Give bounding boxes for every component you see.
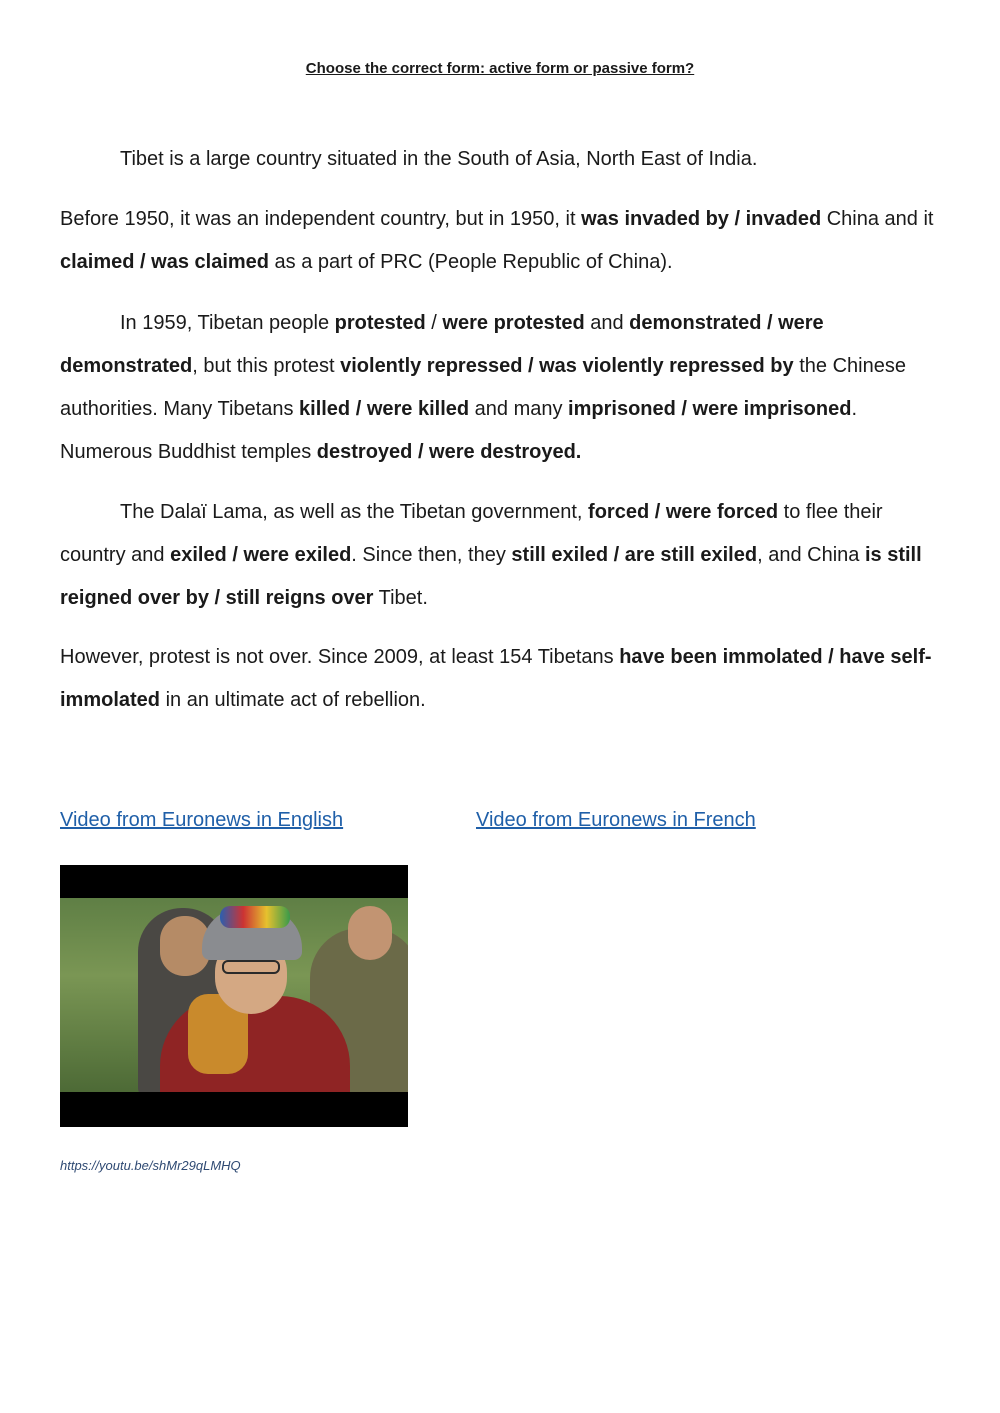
page-title: Choose the correct form: active form or passive form?: [305, 60, 695, 77]
video-url[interactable]: https://youtu.be/shMr29qLMHQ: [60, 1158, 241, 1173]
choice-repressed[interactable]: violently repressed / was violently repressed by: [340, 355, 794, 377]
paragraph-intro: Tibet is a large country situated in the South of Asia, North East of India.: [120, 148, 758, 170]
choice-killed[interactable]: killed / were killed: [299, 398, 470, 420]
paragraph-1959: In 1959, Tibetan people protested / were protested and demonstrated / were demonstrated, but this protest violently repressed / was violently repressed by the Chinese authorities. Many Tibetans killed / were killed and many imprisoned / were imprisoned. Numerous Buddhist temples destroyed / were destroyed.: [60, 312, 906, 463]
choice-imprisoned[interactable]: imprisoned / were imprisoned: [568, 398, 852, 420]
choice-reigns[interactable]: is still reigned over by / still reigns over: [60, 544, 922, 609]
choice-were-protested[interactable]: were protested: [442, 312, 585, 334]
choice-still-exiled[interactable]: still exiled / are still exiled: [511, 544, 758, 566]
choice-protested[interactable]: protested: [334, 312, 426, 334]
paragraph-protest: However, protest is not over. Since 2009, at least 154 Tibetans have been immolated / have self-immolated in an ultimate act of rebellion.: [60, 646, 932, 711]
choice-exiled[interactable]: exiled / were exiled: [170, 544, 352, 566]
video-frame-image: [60, 898, 408, 1092]
video-thumbnail[interactable]: [60, 865, 408, 1127]
choice-forced[interactable]: forced / were forced: [588, 501, 779, 523]
choice-destroyed[interactable]: destroyed / were destroyed.: [316, 441, 582, 463]
paragraph-1950: Before 1950, it was an independent country, but in 1950, it was invaded by / invaded China and it claimed / was claimed as a part of PRC (People Republic of China).: [60, 208, 934, 273]
link-video-french[interactable]: Video from Euronews in French: [476, 809, 756, 831]
choice-immolated[interactable]: have been immolated / have self-immolated: [60, 646, 932, 711]
choice-claimed[interactable]: claimed / was claimed: [60, 251, 269, 273]
link-video-english[interactable]: Video from Euronews in English: [60, 809, 344, 831]
choice-invaded[interactable]: was invaded by / invaded: [581, 208, 822, 230]
paragraph-dalai-lama: The Dalaï Lama, as well as the Tibetan government, forced / were forced to flee their country and exiled / were exiled. Since then, they still exiled / are still exiled, and China is still reigned over by / still reigns over Tibet.: [60, 501, 922, 609]
choice-demonstrated[interactable]: demonstrated / were demonstrated: [60, 312, 824, 377]
